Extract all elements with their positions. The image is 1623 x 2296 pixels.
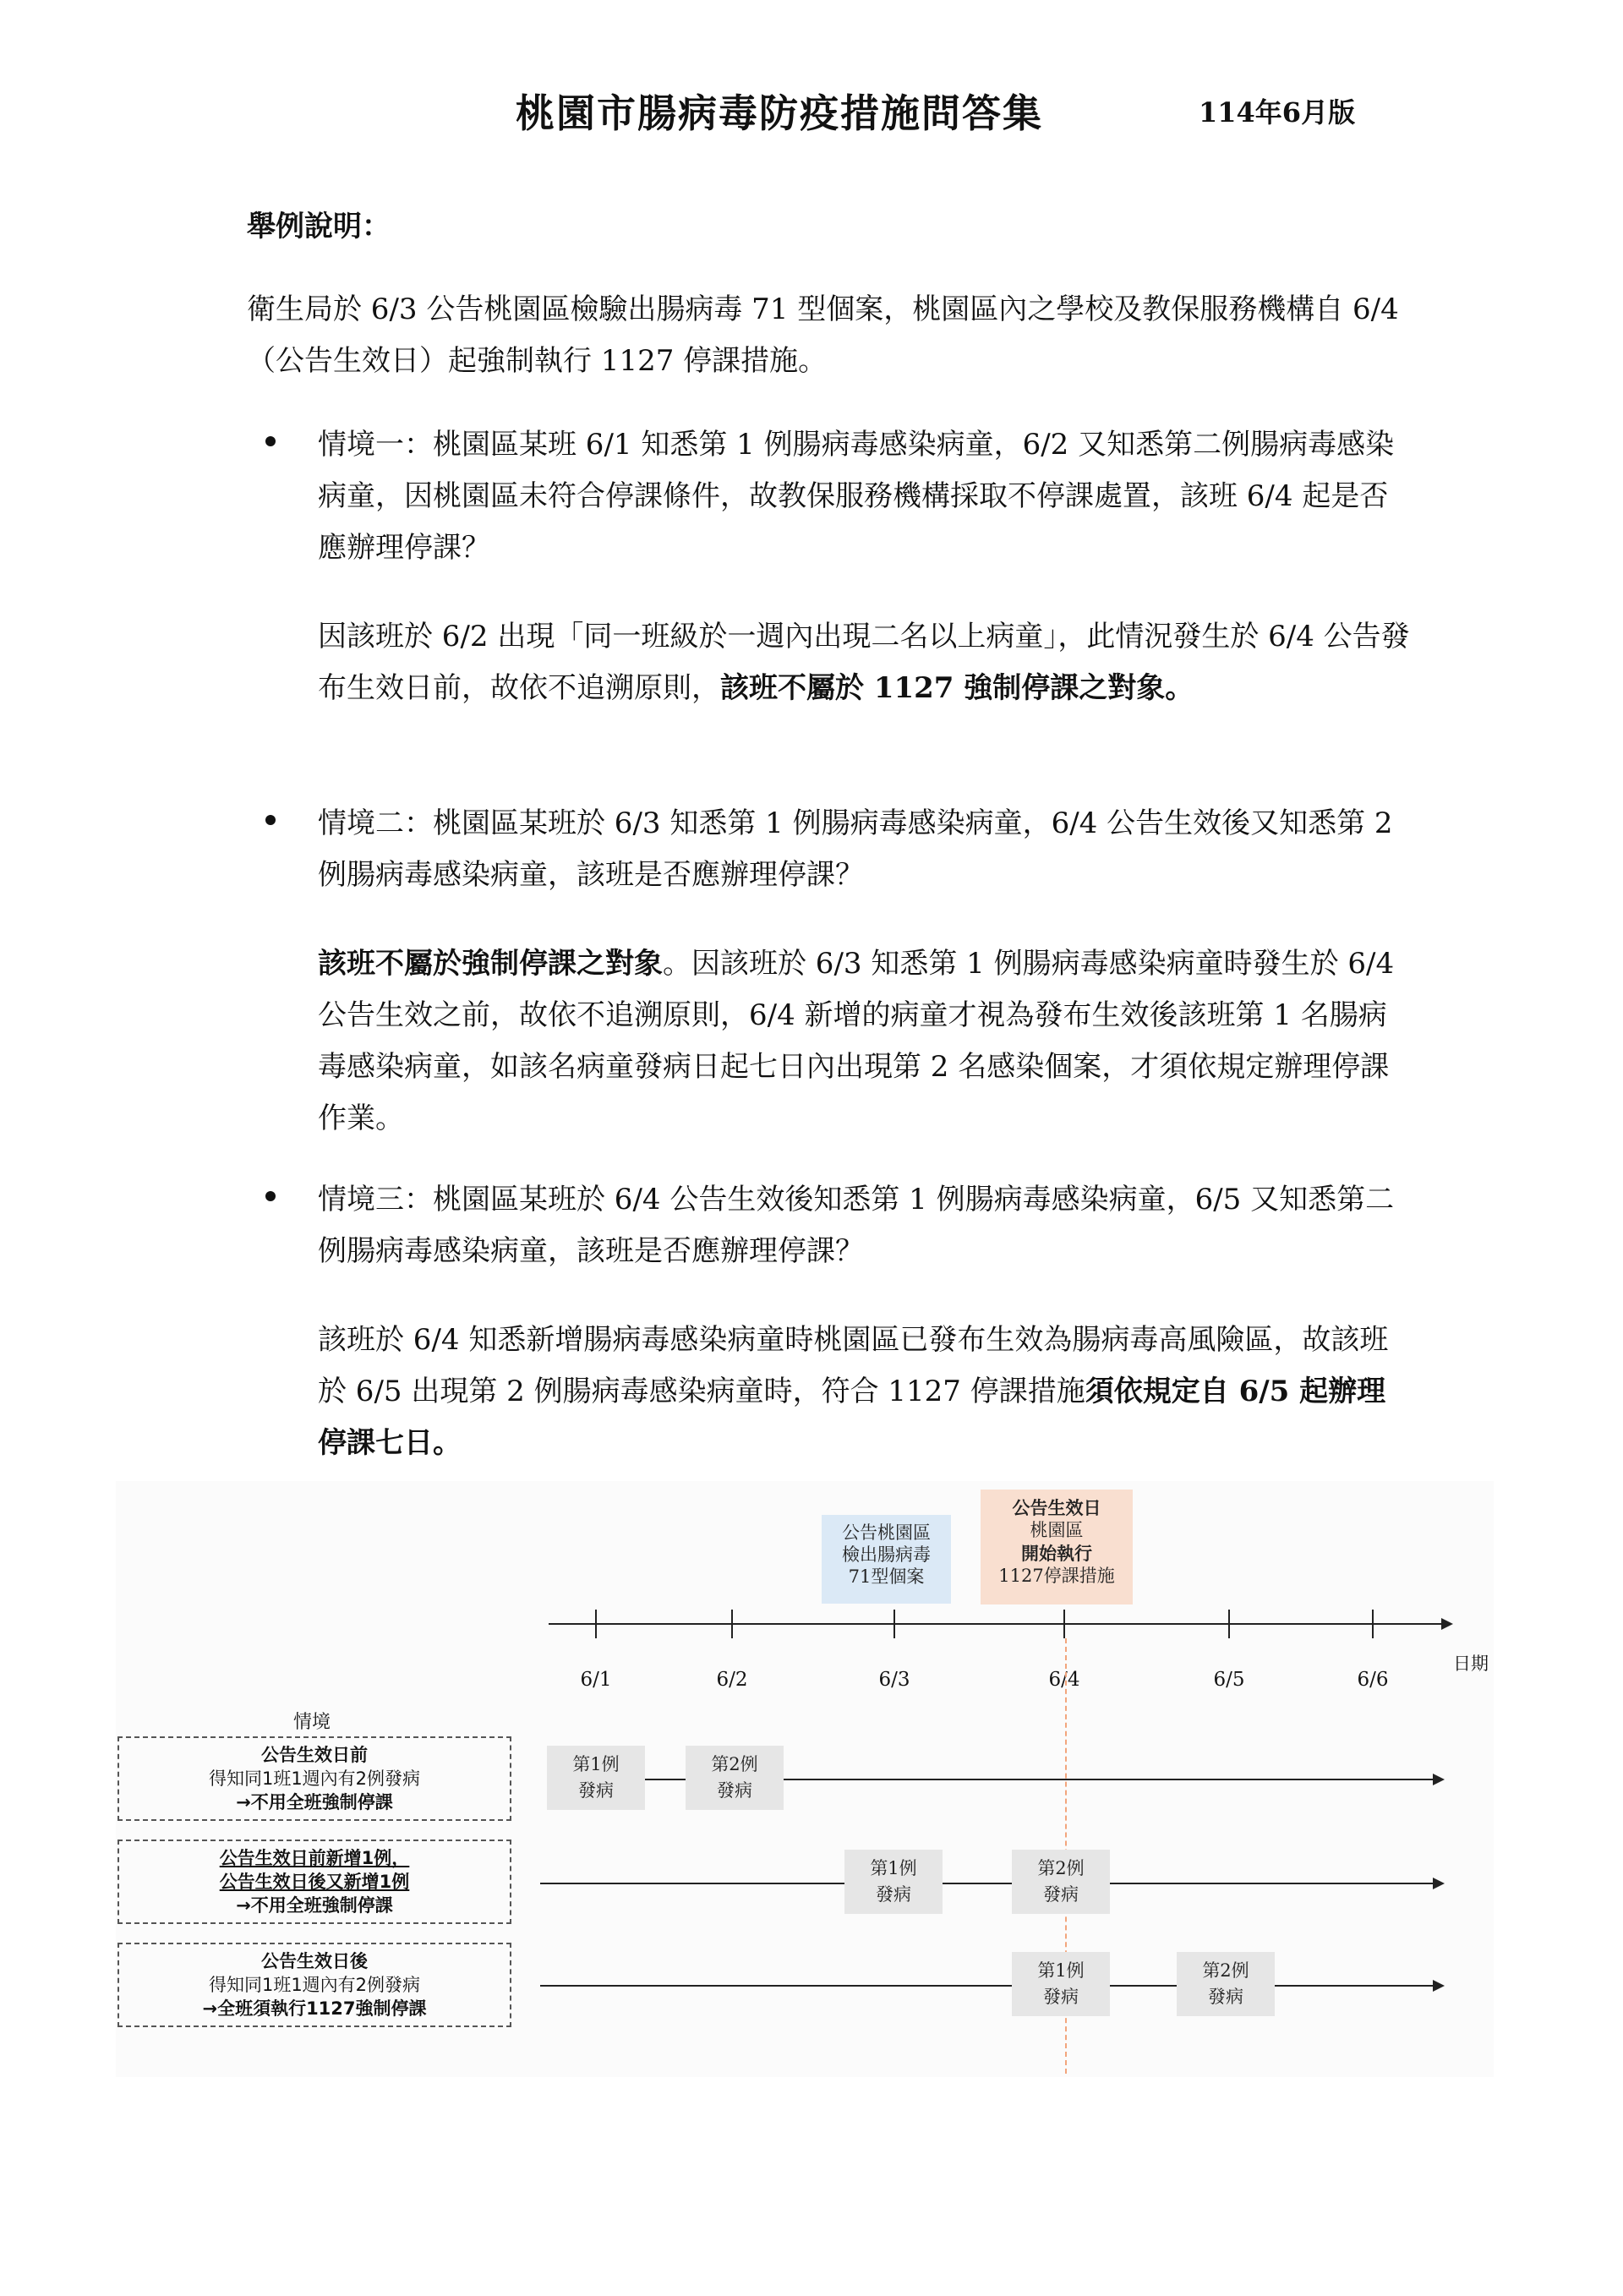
announce-line: 公告桃園區	[842, 1522, 931, 1543]
answer-text: 因該班於 6/2 出現「同一班級於一週內出現二名以上病童」，此情況發生於 6/4 公告發布生效日前，故依不追溯原則，	[318, 620, 1410, 705]
date-label: 6/5	[1213, 1669, 1245, 1691]
announce-line: 71型個案	[848, 1566, 925, 1587]
version-label: 114年6月版	[1199, 96, 1356, 128]
row-label-line: →全班須執行1127強制停課	[202, 1998, 427, 2019]
event-line: 發病	[1043, 1987, 1079, 2007]
event-case-1	[547, 1746, 645, 1810]
axis-arrow-icon	[1441, 1618, 1453, 1630]
effective-line: 開始執行	[1021, 1543, 1092, 1564]
event-line: 第1例	[1037, 1960, 1085, 1981]
date-label: 6/4	[1048, 1669, 1080, 1691]
date-axis	[549, 1623, 1445, 1625]
date-tick	[1228, 1610, 1230, 1638]
event-line: 第2例	[1202, 1960, 1249, 1981]
date-tick	[1063, 1610, 1065, 1638]
event-case-2	[1177, 1952, 1275, 2016]
event-case-2	[1012, 1850, 1110, 1914]
event-line: 第1例	[572, 1754, 620, 1774]
date-tick	[1372, 1610, 1374, 1638]
row-label-line: →不用全班強制停課	[236, 1792, 393, 1812]
event-line: 發病	[1043, 1884, 1079, 1905]
date-tick	[595, 1610, 597, 1638]
row-label-line: →不用全班強制停課	[236, 1895, 393, 1916]
row-arrow-icon	[1433, 1980, 1445, 1992]
answer-emphasis: 該班不屬於 1127 強制停課之對象。	[720, 671, 1194, 705]
answer-emphasis: 該班不屬於強制停課之對象	[318, 947, 663, 981]
scenario-2	[247, 798, 1413, 1145]
answer-text: 該班於 6/4 知悉新增腸病毒感染病童時桃園區已發布生效為腸病毒高風險區，故該班於 6/5 出現第 2 例腸病毒感染病童時，符合 1127 停課措施	[318, 1323, 1389, 1408]
event-line: 發病	[876, 1884, 911, 1905]
date-label: 6/2	[716, 1669, 748, 1691]
scenario-question: 情境三：桃園區某班於 6/4 公告生效後知悉第 1 例腸病毒感染病童，6/5 又知悉第二例腸病毒感染病童，該班是否應辦理停課？	[318, 1183, 1395, 1268]
date-tick	[893, 1610, 895, 1638]
date-label: 6/1	[580, 1669, 612, 1691]
event-case-2	[686, 1746, 784, 1810]
row-label-line: 公告生效日前新增1例，	[219, 1848, 410, 1868]
axis-label: 日期	[1453, 1654, 1489, 1674]
scenario-answer	[318, 938, 1413, 1145]
row-timeline-1	[549, 1779, 1436, 1780]
row-label-line: 公告生效日後	[261, 1951, 368, 1971]
date-tick	[731, 1610, 733, 1638]
scenario-1	[247, 419, 1413, 714]
row-arrow-icon	[1433, 1878, 1445, 1889]
answer-emphasis: 須依規定自 6/5 起辦理停課七日。	[318, 1375, 1386, 1460]
row-label-line: 公告生效日後又新增1例	[219, 1872, 410, 1892]
scenario-question: 情境二：桃園區某班於 6/3 知悉第 1 例腸病毒感染病童，6/4 公告生效後又知悉第 2 例腸病毒感染病童，該班是否應辦理停課？	[318, 806, 1393, 892]
date-label: 6/6	[1357, 1669, 1389, 1691]
event-line: 發病	[717, 1780, 752, 1801]
event-line: 第2例	[1037, 1858, 1085, 1878]
bullet-icon	[265, 815, 276, 825]
intro-paragraph: 衛生局於 6/3 公告桃園區檢驗出腸病毒 71 型個案，桃園區內之學校及教保服務機構自 6/4（公告生效日）起強制執行 1127 停課措施。	[247, 292, 1399, 378]
answer-text: 。因該班於 6/3 知悉第 1 例腸病毒感染病童時發生於 6/4 公告生效之前，故依不追溯原則，6/4 新增的病童才視為發布生效後該班第 1 名腸病毒感染病童，如該名病童發病日起七日內出現第 2 名感染個案，才須依規定辦理停課作業。	[318, 947, 1395, 1135]
row-timeline-2	[540, 1883, 1436, 1884]
scenario-question: 情境一：桃園區某班 6/1 知悉第 1 例腸病毒感染病童，6/2 又知悉第二例腸病毒感染病童，因桃園區未符合停課條件，故教保服務機構採取不停課處置，該班 6/4 起是否應辦理停課？	[318, 428, 1395, 565]
scenario-row-label-1	[117, 1736, 511, 1821]
page-title: 桃園市腸病毒防疫措施問答集	[516, 90, 1043, 136]
bullet-icon	[265, 1191, 276, 1201]
section-heading: 舉例說明：	[247, 210, 391, 243]
event-line: 第1例	[870, 1858, 917, 1878]
event-line: 第2例	[711, 1754, 758, 1774]
column-heading: 情境	[293, 1712, 331, 1733]
effective-box	[981, 1490, 1133, 1604]
scenario-answer	[318, 1315, 1413, 1469]
announce-line: 檢出腸病毒	[842, 1544, 931, 1565]
effective-line: 1127停課措施	[998, 1566, 1115, 1586]
row-label-line: 公告生效日前	[261, 1745, 368, 1765]
row-timeline-3	[540, 1985, 1436, 1987]
bullet-icon	[265, 436, 276, 446]
event-line: 發病	[1208, 1987, 1243, 2007]
event-case-1	[1012, 1952, 1110, 2016]
row-arrow-icon	[1433, 1774, 1445, 1785]
announce-box	[822, 1515, 951, 1604]
effective-line: 桃園區	[1030, 1520, 1084, 1540]
scenario-answer	[318, 611, 1413, 714]
scenario-row-label-3	[117, 1943, 511, 2027]
row-label-line: 得知同1班1週內有2例發病	[208, 1768, 421, 1789]
effective-line: 公告生效日	[1012, 1497, 1101, 1518]
row-label-line: 得知同1班1週內有2例發病	[208, 1975, 421, 1995]
event-line: 發病	[578, 1780, 614, 1801]
scenario-row-label-2	[117, 1840, 511, 1924]
timeline-figure	[116, 1481, 1494, 2077]
event-case-1	[844, 1850, 943, 1914]
date-label: 6/3	[878, 1669, 910, 1691]
scenario-3	[247, 1174, 1413, 1469]
